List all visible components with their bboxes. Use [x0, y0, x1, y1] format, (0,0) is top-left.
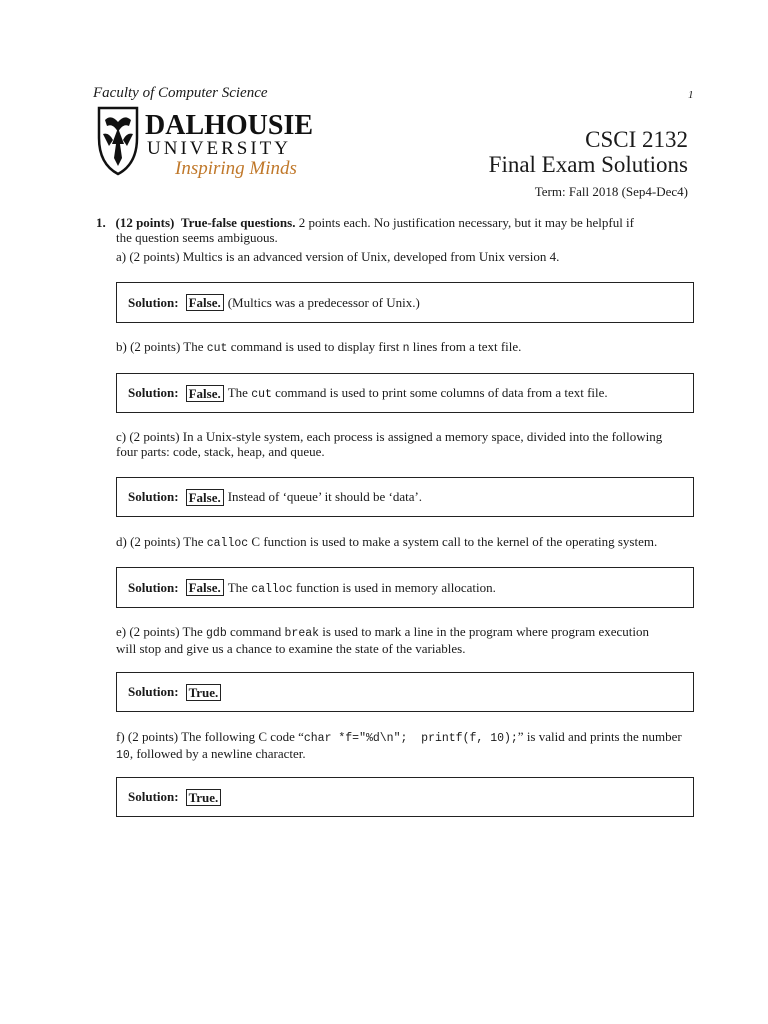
part-f-question [116, 729, 697, 763]
answer-badge: True. [186, 684, 222, 701]
inline-code: break [284, 627, 320, 640]
answer-badge: False. [186, 294, 224, 311]
solution-label: Solution: [128, 294, 179, 310]
exam-title: Final Exam Solutions [488, 152, 688, 177]
term-label: Term: Fall 2018 (Sep4-Dec4) [534, 184, 688, 199]
solution-label: Solution: [128, 579, 179, 595]
inline-code: char *f="%d\n"; printf(f, 10); [303, 732, 518, 745]
part-e-solution [116, 672, 694, 712]
inline-code: cut [206, 342, 228, 355]
question-text: ” is valid and prints the number [517, 729, 682, 744]
part-c-solution [116, 477, 694, 517]
course-code: CSCI 2132 [585, 127, 688, 152]
question-intro-line2: the question seems ambiguous. [116, 230, 278, 245]
inline-code: cut [251, 388, 272, 401]
question-text: e) (2 points) The [116, 624, 203, 639]
solution-label: Solution: [128, 489, 179, 504]
explanation-text: The [227, 579, 248, 595]
inline-code: calloc [206, 537, 249, 550]
part-b-solution [116, 373, 694, 413]
logo-tagline: Inspiring Minds [175, 158, 297, 179]
question-text: command is used to display first [230, 339, 400, 354]
question-text: b) (2 points) The [116, 339, 204, 354]
part-b-question [116, 339, 697, 356]
answer-explanation [228, 385, 608, 401]
question-text: , followed by a newline character. [129, 746, 306, 761]
question-text: will stop and give us a chance to examine the state of the variables. [116, 641, 466, 656]
answer-badge: False. [186, 385, 224, 402]
question-text: C function is used to make a system call to the kernel of the operating system. [251, 534, 658, 549]
inline-code: 10 [116, 749, 130, 762]
part-a-question: a) (2 points) Multics is an advanced version of Unix, developed from Unix version 4. [116, 249, 560, 264]
part-c-question [116, 429, 697, 459]
question-intro [96, 215, 697, 245]
dalhousie-logo [93, 104, 333, 182]
question-text: is used to mark a line in the program where program execution [322, 624, 649, 639]
question-intro-line1: 2 points each. No justification necessary, but it may be helpful if [298, 215, 634, 230]
shield-crest-icon [99, 108, 137, 174]
logo-subname: UNIVERSITY [147, 138, 291, 159]
question-text: lines from a text file. [412, 339, 522, 354]
solution-label: Solution: [128, 789, 179, 804]
question-title: True-false questions. [180, 215, 296, 230]
answer-explanation: Instead of ‘queue’ it should be ‘data’. [227, 489, 423, 504]
question-text: c) (2 points) In a Unix-style system, each process is assigned a memory space, divided into the following [116, 429, 663, 444]
part-d-question [116, 534, 697, 551]
inline-code: calloc [251, 582, 293, 596]
solution-label: Solution: [128, 385, 179, 400]
logo-name: DALHOUSIE [145, 110, 314, 141]
question-text: f) (2 points) The following C code “ [116, 729, 304, 744]
part-d-solution [116, 567, 694, 608]
answer-explanation [228, 580, 496, 596]
part-f-solution [116, 777, 694, 817]
part-a-solution [116, 282, 694, 323]
question-text: command [230, 624, 282, 639]
inline-code: n [402, 342, 410, 355]
faculty-name: Faculty of Computer Science [93, 85, 268, 101]
part-e-question [116, 624, 697, 656]
answer-badge: False. [186, 489, 224, 506]
question-number: 1. [96, 215, 106, 230]
explanation-text: command is used to print some columns of data from a text file. [275, 385, 608, 400]
solution-label: Solution: [128, 684, 179, 699]
explanation-text: function is used in memory allocation. [295, 579, 496, 595]
inline-code: gdb [206, 627, 227, 640]
explanation-text: The [227, 385, 248, 400]
question-text: four parts: code, stack, heap, and queue. [116, 444, 325, 459]
answer-badge: False. [186, 579, 224, 596]
page-number: 1 [688, 89, 694, 101]
question-text: d) (2 points) The [116, 534, 204, 549]
answer-badge: True. [186, 789, 222, 806]
answer-explanation: (Multics was a predecessor of Unix.) [227, 294, 420, 310]
question-points: (12 points) [115, 215, 175, 230]
